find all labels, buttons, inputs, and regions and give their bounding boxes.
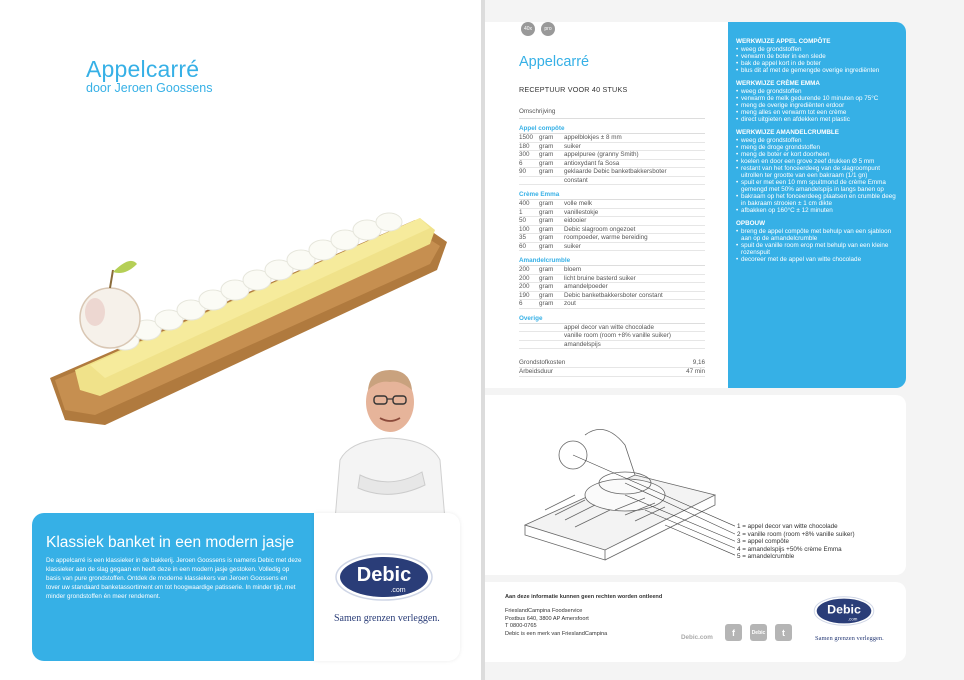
overige-heading: Overige [519, 315, 705, 324]
legend-item: 2 = vanille room (room +8% vanille suiker) [737, 530, 855, 538]
ingredient-quantity: 190 [519, 291, 530, 299]
address-line: Debic is een merk van FrieslandCampina [505, 630, 608, 637]
diagram-card [485, 395, 906, 575]
debic-blog-icon[interactable]: Debic [750, 624, 767, 641]
ingredient-unit: gram [539, 300, 554, 307]
ingredient-quantity: 400 [519, 200, 530, 207]
ingredient-unit: gram [539, 283, 554, 290]
ingredient-unit: gram [539, 217, 554, 224]
brand-box [314, 513, 460, 661]
ingredient-unit: gram [539, 134, 554, 141]
ingredient-unit: gram [539, 266, 554, 273]
method-steps [736, 137, 898, 214]
left-page [0, 0, 481, 680]
ingredient-quantity: 60 [519, 242, 527, 250]
ingredient-unit: gram [539, 151, 554, 158]
method-step: • blus dit af met de gemengde overige ingrediënten [736, 67, 898, 74]
chef-portrait [330, 360, 450, 520]
method-step: • koelen en door een grove zeef drukken Ø 5 mm [736, 158, 898, 165]
ingredient-row [519, 143, 705, 152]
ingredient-row [519, 226, 705, 235]
legend-item: 1 = appel decor van witte chocolade [737, 523, 838, 530]
ingredient-unit: gram [539, 242, 554, 250]
ingredient-name: constant [564, 176, 588, 184]
website-link[interactable]: Debic.com [681, 634, 713, 641]
time-label: Arbeidsduur [519, 368, 553, 375]
ingredient-name: zout [564, 300, 576, 307]
method-step: • meng de droge grondstoffen [736, 144, 898, 151]
ingredient-unit [539, 177, 564, 185]
ingredient-quantity: 300 [519, 151, 530, 158]
ingredient-quantity: 90 [519, 168, 527, 175]
method-step: • direct uitgieten en afdekken met plastic [736, 116, 898, 123]
method-step: • weeg de grondstoffen [736, 46, 898, 53]
method-step: • weeg de grondstoffen [736, 88, 898, 95]
ingredient-name: suiker [564, 142, 581, 150]
overige-item: appel decor van witte chocolade [519, 324, 705, 333]
ingredient-name: eidooier [564, 217, 587, 224]
method-step: • afbakken op 160°C ± 12 minuten [736, 207, 898, 214]
legend-item: 4 = amandelspijs +50% crème Emma [737, 545, 842, 553]
method-step: • meng de boter er kort doorheen [736, 151, 898, 158]
ingredient-list [519, 108, 705, 377]
portion-icon: 40x [521, 22, 535, 36]
cost-value: 9,16 [692, 359, 705, 366]
method-step: • meng de overige ingrediënten erdoor [736, 102, 898, 109]
address-line: T 0800-0765 [505, 623, 537, 629]
method-step: • decoreer met de appel van witte chocolade [736, 256, 898, 263]
ingredient-unit: gram [539, 142, 554, 150]
ingredient-quantity: 6 [519, 159, 523, 167]
ingredient-quantity: 200 [519, 274, 530, 282]
debic-logo-small [813, 594, 875, 628]
method-step: • meng alles en verwarm tot een crème [736, 109, 898, 116]
method-step: • spuit er met een 10 mm spuitmond de crème Emma gemengd met 50% amandelspijs in langs banen op [736, 179, 898, 193]
ingredient-row [519, 177, 705, 186]
ingredient-unit: gram [539, 234, 554, 241]
ingredient-unit: gram [539, 291, 554, 299]
ingredient-row [519, 209, 705, 218]
ingredient-row [519, 234, 705, 243]
method-heading: OPBOUW [736, 220, 766, 227]
ingredient-name: appelpuree (granny Smith) [564, 151, 639, 158]
ingredient-name: Debic slagroom ongezoet [564, 225, 636, 233]
ingredient-row [519, 292, 705, 301]
ingredient-name: volle melk [564, 200, 592, 207]
logo-sub-small: .com [847, 616, 858, 622]
method-step: • spuit de vanille room erop met behulp van een kleine rozenspuit [736, 242, 898, 256]
ingredient-unit: gram [539, 159, 554, 167]
ingredient-quantity: 200 [519, 283, 530, 290]
intro-box [32, 513, 314, 661]
method-steps [736, 46, 898, 74]
ingredient-name: antioxydant fa Sosa [564, 159, 620, 167]
legend-item: 5 = amandelcrumble [737, 553, 795, 560]
ingredient-row [519, 151, 705, 160]
ingredient-unit: gram [539, 200, 554, 207]
ingredient-row [519, 217, 705, 226]
method-step: • bakraam op het fonceerdeeg plaatsen en crumble deeg in bakraam strooien ± 1 cm dikte [736, 193, 898, 207]
ingredient-quantity: 6 [519, 300, 523, 307]
intro-heading: Klassiek banket in een modern jasje [46, 534, 295, 551]
page-title: Appelcarré [86, 56, 200, 82]
ingredient-name: suiker [564, 242, 581, 250]
facebook-icon[interactable]: f [725, 624, 742, 641]
ingredient-name: amandelpoeder [564, 283, 608, 290]
ingredient-row [519, 283, 705, 292]
right-page [485, 0, 964, 680]
time-value: 47 min [686, 368, 705, 375]
recipe-icons [521, 22, 555, 36]
ingredient-quantity: 100 [519, 225, 530, 233]
ingredient-section-heading: Appel compôte [519, 125, 705, 134]
legend-item: 3 = appel compôte [737, 538, 789, 545]
ingredient-quantity: 180 [519, 142, 530, 150]
ingredient-unit: gram [539, 225, 554, 233]
time-row [519, 368, 705, 377]
disclaimer: Aan deze informatie kunnen geen rechten worden ontleend [505, 594, 663, 600]
twitter-icon[interactable]: t [775, 624, 792, 641]
overige-item: amandelspijs [519, 341, 705, 350]
recipe-yield: RECEPTUUR VOOR 40 STUKS [519, 85, 628, 94]
method-step: • breng de appel compôte met behulp van een sjabloon aan op de amandelcrumble [736, 228, 898, 242]
overige-item: vanille room (room +8% vanille suiker) [519, 332, 705, 341]
cost-label: Grondstofkosten [519, 359, 566, 366]
ingredient-quantity [519, 177, 539, 185]
ingredient-quantity: 1500 [519, 134, 534, 141]
level-icon: pro [541, 22, 555, 36]
address-line: Postbus 640, 3800 AP Amersfoort [505, 615, 589, 622]
method-step: • restant van het fonceerdeeg van de slagroompunt uitrollen ter grootte van een bakraam (1/1 gn) [736, 165, 898, 179]
ingredient-section-heading: Crème Emma [519, 191, 705, 200]
method-panel [728, 22, 906, 388]
logo-text-small: Debic [827, 602, 861, 617]
ingredient-quantity: 50 [519, 217, 527, 224]
ingredient-row [519, 200, 705, 209]
ingredient-row [519, 160, 705, 169]
method-step: • verwarm de boter in een slede [736, 53, 898, 60]
method-steps [736, 88, 898, 123]
page-subtitle: door Jeroen Goossens [86, 81, 213, 95]
intro-text: De appelcarré is een klassieker in de bakkerij. Jeroen Goossens is namens Debic met deze klassieker aan de slag gegaan en heeft deze in een modern jasje gestoken. Volledig op basis van pure grondstoffen. Ontdek de moderne klassiekers van Jeroen Goossens en tover uw standaard banketassortiment om tot hoogwaardige patisserie. In minder tijd, met minder grondstoffen én meer rendement. [46, 557, 302, 600]
tagline: Samen grenzen verleggen. [334, 613, 440, 624]
ingredient-section-heading: Amandelcrumble [519, 257, 705, 266]
logo-text: Debic [356, 564, 412, 586]
method-heading: WERKWIJZE CRÈME EMMA [736, 80, 820, 87]
ingredient-row [519, 275, 705, 284]
ingredient-row [519, 243, 705, 252]
ingredient-name: geklaarde Debic banketbakkersboter [564, 168, 667, 175]
ingredient-name: licht bruine basterd suiker [564, 274, 636, 282]
logo-sub: .com [390, 587, 406, 594]
address-line: FrieslandCampina Foodservice [505, 608, 583, 614]
method-step: • weeg de grondstoffen [736, 137, 898, 144]
recipe-title: Appelcarré [519, 54, 590, 70]
method-heading: WERKWIJZE AMANDELCRUMBLE [736, 129, 839, 136]
method-step: • bak de appel kort in de boter [736, 60, 898, 67]
ingredient-name: roompoeder, warme bereiding [564, 234, 648, 241]
address-block [505, 608, 607, 638]
ingredient-unit: gram [539, 168, 554, 175]
debic-logo [334, 551, 434, 603]
method-step: • verwarm de melk gedurende 10 minuten op 75°C [736, 95, 898, 102]
ingredient-unit: gram [539, 208, 554, 216]
ingredient-name: Debic banketbakkersboter constant [564, 291, 663, 299]
ingredient-row [519, 300, 705, 309]
ingredient-row [519, 168, 705, 177]
ingredient-name: vanillestokje [564, 208, 599, 216]
description-label: Omschrijving [519, 108, 705, 119]
ingredient-name: bloem [564, 266, 582, 273]
method-heading: WERKWIJZE APPEL COMPÔTE [736, 38, 831, 45]
ingredient-quantity: 1 [519, 208, 523, 216]
tagline-small: Samen grenzen verleggen. [815, 635, 884, 642]
ingredient-row [519, 266, 705, 275]
footer-card [485, 582, 906, 662]
ingredient-quantity: 200 [519, 266, 530, 273]
ingredient-row [519, 134, 705, 143]
ingredient-unit: gram [539, 274, 554, 282]
ingredient-quantity: 35 [519, 234, 527, 241]
diagram-legend [737, 523, 855, 561]
method-steps [736, 228, 898, 263]
ingredient-name: appelblokjes ± 8 mm [564, 134, 622, 141]
assembly-sketch [515, 415, 735, 575]
cost-row [519, 359, 705, 368]
